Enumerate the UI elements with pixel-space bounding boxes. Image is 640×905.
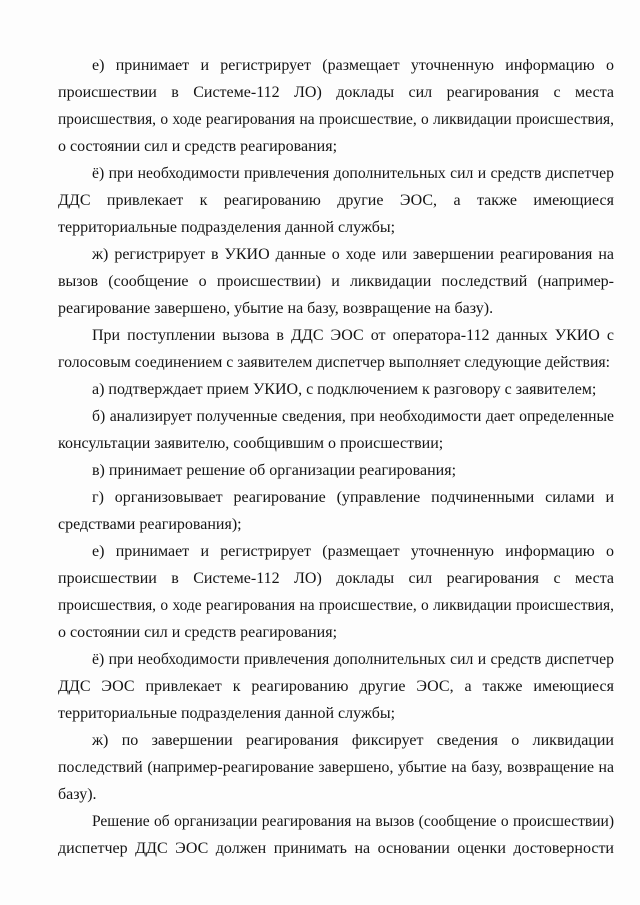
text-line: а) подтверждает прием УКИО, с подключением к разговору с заявителем; — [92, 381, 597, 398]
text-line: е) принимает и регистрирует (размещает уточненную информацию о — [92, 57, 614, 74]
text-line: ж) по завершении реагирования фиксирует сведения о ликвидации — [92, 732, 614, 749]
text-line: Решение об организации реагирования на вызов (сообщение о происшествии) — [92, 813, 614, 830]
text-line: б) анализирует полученные сведения, при необходимости дает определенные — [92, 408, 614, 425]
text-line: ДДС ЭОС привлекает к реагированию другие ЭОС, а также имеющиеся — [58, 678, 614, 695]
text-line: е) принимает и регистрирует (размещает уточненную информацию о — [92, 543, 614, 560]
text-line: г) организовывает реагирование (управление подчиненными силами и — [92, 489, 614, 506]
text-line: базу). — [58, 786, 97, 803]
text-line: территориальные подразделения данной службы; — [58, 219, 396, 236]
text-line: о состоянии сил и средств реагирования; — [58, 624, 338, 641]
text-line: ДДС привлекает к реагированию другие ЭОС, а также имеющиеся — [58, 192, 614, 209]
text-line: ё) при необходимости привлечения дополнительных сил и средств диспетчер — [92, 165, 614, 182]
text-line: консультации заявителю, сообщившим о происшествии; — [58, 435, 444, 452]
text-line: При поступлении вызова в ДДС ЭОС от оператора-112 данных УКИО с — [92, 327, 614, 344]
text-line: ж) регистрирует в УКИО данные о ходе или завершении реагирования на — [92, 246, 614, 263]
text-line: вызов (сообщение о происшествии) и ликвидации последствий (например- — [58, 273, 614, 290]
text-line: территориальные подразделения данной службы; — [58, 705, 396, 722]
text-line: о состоянии сил и средств реагирования; — [58, 138, 338, 155]
text-line: происшествия, о ходе реагирования на происшествие, о ликвидации происшествия, — [58, 597, 614, 614]
text-line: происшествия, о ходе реагирования на происшествие, о ликвидации происшествия, — [58, 111, 614, 128]
text-line: ё) при необходимости привлечения дополнительных сил и средств диспетчер — [92, 651, 614, 668]
text-line: происшествии в Системе-112 ЛО) доклады сил реагирования с места — [58, 84, 614, 101]
text-line: средствами реагирования); — [58, 516, 242, 533]
text-line: реагирование завершено, убытие на базу, возвращение на базу). — [58, 300, 494, 317]
text-line: последствий (например-реагирование завершено, убытие на базу, возвращение на — [58, 759, 614, 776]
text-line: диспетчер ДДС ЭОС должен принимать на основании оценки достоверности — [58, 840, 614, 857]
text-line: происшествии в Системе-112 ЛО) доклады сил реагирования с места — [58, 570, 614, 587]
text-line: в) принимает решение об организации реагирования; — [92, 462, 457, 479]
text-line: голосовым соединением с заявителем диспетчер выполняет следующие действия: — [58, 354, 611, 371]
